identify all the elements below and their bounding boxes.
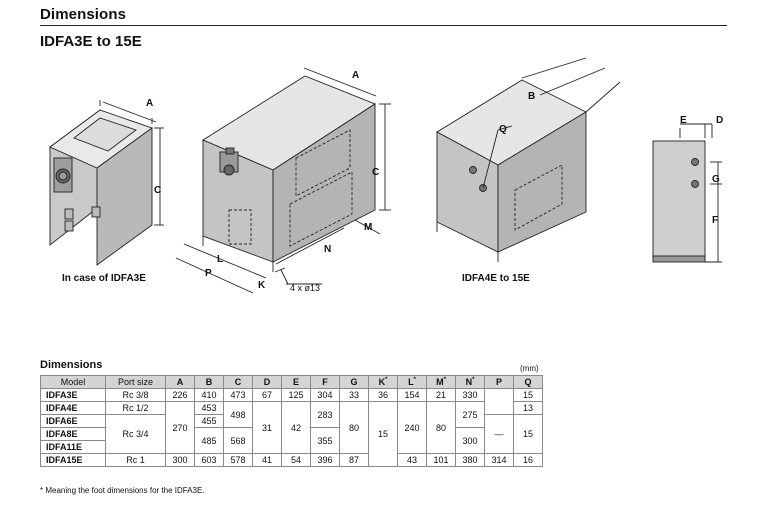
series-title: IDFA3E to 15E bbox=[40, 33, 142, 50]
col-header: C bbox=[224, 376, 253, 389]
dim-label-n: N bbox=[324, 244, 332, 255]
cell-a: 300 bbox=[166, 454, 195, 467]
cell-f: 355 bbox=[311, 428, 340, 454]
cell-g: 80 bbox=[340, 402, 369, 454]
cell-c: 578 bbox=[224, 454, 253, 467]
dim-label-p: P bbox=[205, 268, 212, 279]
dim-label-c: C bbox=[154, 185, 162, 196]
cell-m: 80 bbox=[427, 402, 456, 454]
col-header: Model bbox=[41, 376, 106, 389]
dim-label-e: E bbox=[680, 115, 687, 126]
cell-c: 568 bbox=[224, 428, 253, 454]
cell-q: 13 bbox=[514, 402, 543, 415]
col-header: K* bbox=[369, 376, 398, 389]
col-header: G bbox=[340, 376, 369, 389]
footnote: * Meaning the foot dimensions for the IDFA3E. bbox=[40, 486, 205, 495]
cell-l: 154 bbox=[398, 389, 427, 402]
cell-k: 15 bbox=[369, 402, 398, 467]
cell-b: 485 bbox=[195, 428, 224, 454]
cell-b: 603 bbox=[195, 454, 224, 467]
cell-b: 453 bbox=[195, 402, 224, 415]
caption-idfa4e-15e: IDFA4E to 15E bbox=[462, 273, 530, 284]
dim-label-b: B bbox=[528, 91, 536, 102]
dim-label-k: K bbox=[258, 280, 266, 291]
cell-d: 67 bbox=[253, 389, 282, 402]
cell-d: 31 bbox=[253, 402, 282, 454]
col-header: P bbox=[485, 376, 514, 389]
cell-a: 226 bbox=[166, 389, 195, 402]
table-row bbox=[41, 389, 543, 402]
cell-port: Rc 1 bbox=[106, 454, 166, 467]
cell-port: Rc 3/8 bbox=[106, 389, 166, 402]
section-title: Dimensions bbox=[40, 6, 127, 23]
cell-f: 396 bbox=[311, 454, 340, 467]
drawing-side-view bbox=[653, 124, 722, 262]
drawing-idfa3e bbox=[50, 100, 164, 265]
col-header: Port size bbox=[106, 376, 166, 389]
cell-model: IDFA11E bbox=[41, 441, 106, 454]
cell-p bbox=[485, 389, 514, 415]
cell-a: 270 bbox=[166, 402, 195, 454]
cell-g: 33 bbox=[340, 389, 369, 402]
cell-model: IDFA4E bbox=[41, 402, 106, 415]
cell-g: 87 bbox=[340, 454, 369, 467]
cell-f: 283 bbox=[311, 402, 340, 428]
table-row bbox=[41, 454, 543, 467]
drawing-idfa4e-15e-iso bbox=[176, 68, 391, 293]
dim-label-a: A bbox=[146, 98, 154, 109]
cell-m: 21 bbox=[427, 389, 456, 402]
dim-label-c2: C bbox=[372, 167, 380, 178]
dim-label-f: F bbox=[712, 215, 719, 226]
cell-l: 43 bbox=[398, 454, 427, 467]
dim-label-a2: A bbox=[352, 70, 360, 81]
cell-p: — bbox=[485, 415, 514, 454]
table-unit: (mm) bbox=[520, 364, 539, 373]
col-header: Q bbox=[514, 376, 543, 389]
cell-model: IDFA15E bbox=[41, 454, 106, 467]
col-header: N* bbox=[456, 376, 485, 389]
cell-e: 125 bbox=[282, 389, 311, 402]
cell-q: 15 bbox=[514, 389, 543, 402]
dim-label-l: L bbox=[217, 254, 224, 265]
cell-b: 455 bbox=[195, 415, 224, 428]
cell-k: 36 bbox=[369, 389, 398, 402]
col-header: E bbox=[282, 376, 311, 389]
cell-f: 304 bbox=[311, 389, 340, 402]
table-row bbox=[41, 402, 543, 415]
dimensions-table bbox=[40, 375, 543, 467]
col-header: B bbox=[195, 376, 224, 389]
cell-port: Rc 3/4 bbox=[106, 415, 166, 454]
cell-model: IDFA8E bbox=[41, 428, 106, 441]
cell-q: 15 bbox=[514, 415, 543, 454]
holes-label: 4 x ø13 bbox=[290, 283, 321, 293]
cell-n: 330 bbox=[456, 389, 485, 402]
dim-label-q: Q bbox=[499, 124, 507, 135]
dim-label-m: M bbox=[364, 222, 373, 233]
cell-e: 42 bbox=[282, 402, 311, 454]
table-header-row bbox=[41, 376, 543, 389]
col-header: M* bbox=[427, 376, 456, 389]
cell-n: 380 bbox=[456, 454, 485, 467]
cell-n: 275 bbox=[456, 402, 485, 428]
cell-e: 54 bbox=[282, 454, 311, 467]
cell-q: 16 bbox=[514, 454, 543, 467]
cell-model: IDFA3E bbox=[41, 389, 106, 402]
cell-n: 300 bbox=[456, 428, 485, 454]
col-header: D bbox=[253, 376, 282, 389]
cell-d: 41 bbox=[253, 454, 282, 467]
caption-idfa3e: In case of IDFA3E bbox=[62, 273, 146, 284]
cell-c: 498 bbox=[224, 402, 253, 428]
col-header: F bbox=[311, 376, 340, 389]
drawing-idfa4e-15e-rear bbox=[437, 58, 620, 262]
cell-port: Rc 1/2 bbox=[106, 402, 166, 415]
cell-l: 240 bbox=[398, 402, 427, 454]
cell-p: 314 bbox=[485, 454, 514, 467]
col-header: A bbox=[166, 376, 195, 389]
col-header: L* bbox=[398, 376, 427, 389]
dim-label-d: D bbox=[716, 115, 724, 126]
cell-b: 410 bbox=[195, 389, 224, 402]
dim-label-g: G bbox=[712, 174, 720, 185]
cell-model: IDFA6E bbox=[41, 415, 106, 428]
cell-m: 101 bbox=[427, 454, 456, 467]
cell-c: 473 bbox=[224, 389, 253, 402]
table-title: Dimensions bbox=[40, 359, 103, 371]
